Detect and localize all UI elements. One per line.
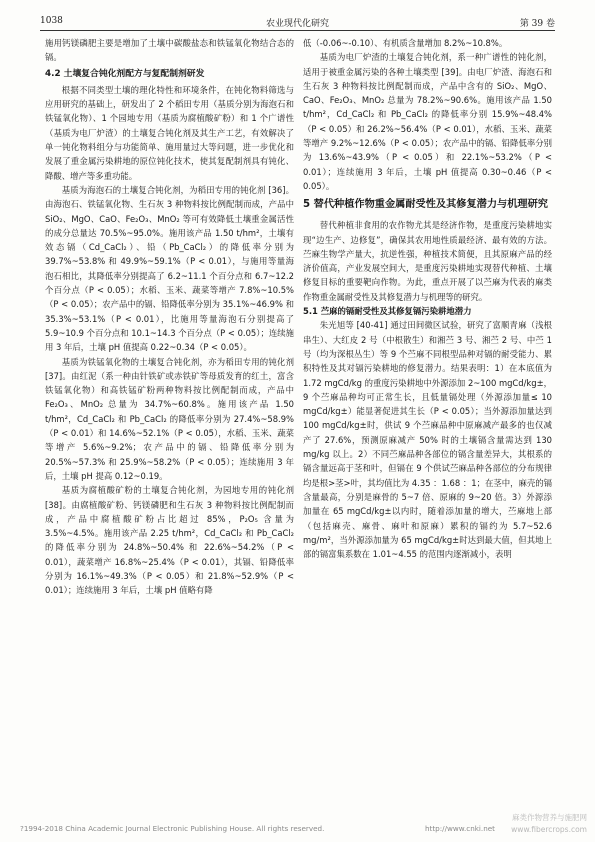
watermark-chinese: 麻类作物营养与施肥网 [512, 813, 587, 822]
section-4-2-heading: 4.2 土壤复合钝化剂配方与复配制剂研发 [45, 68, 205, 79]
copyright-notice: ?1994-2018 China Academic Journal Electronic Publishing House. All rights reserved. [20, 824, 325, 833]
watermark-url: www.fibercrops.com [511, 825, 587, 834]
paragraph-section-5-intro: 替代种植非食用的农作物尤其是经济作物，是重度污染耕地实现“边生产、边修复”，确保其农用地性质最经济、最有效的方法。苎麻生物学产量大，抗逆性强，种植技术简便，且其原麻产品的经济价值高，产业发展空间大，是重度污染耕地实现替代种植、土壤修复目标的重要靶向作物。为此，重点开展了以苎麻为代表的麻类作物重金属耐受性及其修复潜力与机理等的研究。 [303, 220, 552, 302]
section-5-1-heading: 5.1 苎麻的镉耐受性及其修复镉污染耕地潜力 [303, 306, 472, 317]
right-column [303, 36, 552, 816]
page-footer [20, 824, 575, 836]
page-number: 1038 [40, 16, 63, 26]
paragraph-humic-acid: 基质为腐植酸矿粉的土壤复合钝化剂，为园地专用的钝化剂 [38]。由腐植酸矿粉、钙镁磷肥和生石灰 3 种物料按比例配制而成，产品中腐植酸矿粉占比超过 85%，P₂O₅ 含量为 3.5%~4.5%。施用该产品 2.25 t/hm²，Cd_CaCl₂ 和 Pb_CaCl₂ 的降低率分别为 24.8%~50.4% 和 22.6%~54.2%（P < 0.01），蔬菜增产 16.8%~25.4%（P < 0.01），其镉、铅降低率分别为 16.1%~49.3%（P < 0.05）和 21.8%~52.9%（P < 0.01）；连续施用 3 年后，土壤 pH 值略有降 [45, 485, 294, 596]
page-header [40, 14, 555, 31]
paragraph-continued: 施用钙镁磷肥主要是增加了土壤中碳酸盐态和铁锰氧化物结合态的镉。 [45, 38, 294, 63]
journal-title: 农业现代化研究 [265, 19, 329, 29]
paragraph-intro: 根据不同类型土壤的理化特性和环境条件，在钝化物料筛选与应用研究的基础上，研发出了 2 个稻田专用（基质分别为海泡石和铁锰氧化物）、1 个园地专用（基质为腐植酸矿粉）和 1 个广谱性（基质为电厂炉渣）的土壤复合钝化剂及其生产工艺，有效解决了单一钝化物料组分与功能简单、施用量过大等问题，进一步优化和发展了重金属污染耕地的原位钝化技术，使其复配制剂具有钝化、降酸、增产等多重功能。 [45, 84, 294, 181]
paragraph-sepiolite: 基质为海泡石的土壤复合钝化剂，为稻田专用的钝化剂 [36]。由海泡石、铁锰氧化物、生石灰 3 种物料按比例配制而成，产品中 SiO₂、MgO、CaO、Fe₂O₃、MnO₂ 等可有效降低土壤重金属活性的成分总量达 70.5%~95.0%。施用该产品 1.50 t/hm²，土壤有效态镉（Cd_CaCl₂）、铅（Pb_CaCl₂）的降低率分别为 39.7%~53.8% 和 49.9%~59.1%（P < 0.01），与施用等量海泡石相比，其降低率分别提高了 6.2~11.1 个百分点和 6.7~12.2 个百分点（P < 0.05）；水稻、玉米、蔬菜等增产 7.8%~10.5%（P < 0.05）；农产品中的镉、铅降低率分别为 35.1%~46.9% 和 35.3%~53.1%（P < 0.01），比施用等量海泡石分别提高了 5.9~10.9 个百分点和 10.1~14.3 个百分点（P < 0.05）；连续施用 3 年后，土壤 pH 值提高 0.22~0.34（P < 0.05）。 [45, 184, 294, 353]
volume-label: 第 39 卷 [519, 19, 555, 29]
left-column [45, 36, 294, 816]
cnki-link[interactable]: http://www.cnki.net [424, 824, 495, 833]
paragraph-fe-mn-oxide: 基质为铁锰氧化物的土壤复合钝化剂，亦为稻田专用的钝化剂 [37]。由红泥（系一种由针铁矿或赤铁矿等母质发育的红土，富含铁锰氧化物）和高铁锰矿粉两种物料按比例配制而成，产品中 Fe₂O₃、MnO₂ 总量为 34.7%~60.8%。施用该产品 1.50 t/hm²，Cd_CaCl₂ 和 Pb_CaCl₂ 的降低率分别为 27.4%~58.9%（P < 0.01）和 14.6%~52.1%（P < 0.05），水稻、玉米、蔬菜等增产 5.6%~9.2%；农产品中的镉、铅降低率分别为 20.5%~57.3% 和 25.9%~58.2%（P < 0.05）；连续施用 3 年后，土壤 pH 提高 0.12~0.19。 [45, 356, 294, 481]
watermark [507, 812, 587, 838]
section-5-heading: 5 替代种植作物重金属耐受性及其修复潜力与机理研究 [303, 199, 548, 211]
paragraph-section-5-1: 朱光旭等 [40-41] 通过田间微区试验，研究了富顺青麻（浅根串生）、大红皮 2 号（中根散生）和湘苎 3 号、湘苎 2 号、中苎 1 号（均为深根丛生）等 9 个苎麻不同根型品种对镉的耐受能力、累积特性及其对镉污染耕地的修复潜力。结果表明：1）在本底值为 1.72 mgCd/kg 的重度污染耕地中外源添加 2~100 mgCd/kg±，9 个苎麻品种均可正常生长，且低量镉处理（外源添加量≤ 10 mgCd/kg±）能显著促进其生长（P < 0.05）；当外源添加量达到 100 mgCd/kg±时，供试 9 个苎麻品种中原麻减产最多的也仅减产了 27.6%，预测原麻减产 50% 时的土壤镉含量需达到 130 mg/kg 以上。2）不同苎麻品种各部位的镉含量差异大，其根系的镉含量远高于茎和叶，但镉在 9 个供试苎麻品种各部位的分布规律均是根>茎>叶，其均值比为 4.35 ：1.68 ：1；在茎中，麻壳的镉含量最高，分别是麻骨的 5~7 倍、原麻的 9~20 倍。3）外源添加量在 65 mgCd/kg±以内时，随着添加量的增大，苎麻地上部（包括麻壳、麻骨、麻叶和原麻）累积的镉约为 5.7~52.6 mg/m²，当外源添加量为 65 mgCd/kg±时达到最大值，但其地上部的镉富集系数在 1.01~4.55 的范围内逐渐减小，表明 [303, 320, 552, 560]
paragraph-slag: 基质为电厂炉渣的土壤复合钝化剂，系一种广谱性的钝化剂，适用于被重金属污染的各种土壤类型 [39]。由电厂炉渣、海泡石和生石灰 3 种物料按比例配制而成，产品中含有的 SiO₂、MgO、CaO、Fe₂O₃、MnO₂ 总量为 78.2%~90.6%。施用该产品 1.50 t/hm²，Cd_CaCl₂ 和 Pb_CaCl₂ 的降低率分别 15.9%~48.4%（P < 0.05）和 26.2%~56.4%（P < 0.01），水稻、玉米、蔬菜等增产 9.2%~12.6%（P < 0.05）；农产品中的镉、铅降低率分别为 13.6%~43.9%（P < 0.05）和 22.1%~53.2%（P < 0.01）；连续施用 3 年后，土壤 pH 值提高 0.30~0.46（P < 0.05）。 [303, 52, 552, 191]
paragraph-continued: 低（-0.06~-0.10）、有机质含量增加 8.2%~10.8%。 [303, 38, 508, 48]
